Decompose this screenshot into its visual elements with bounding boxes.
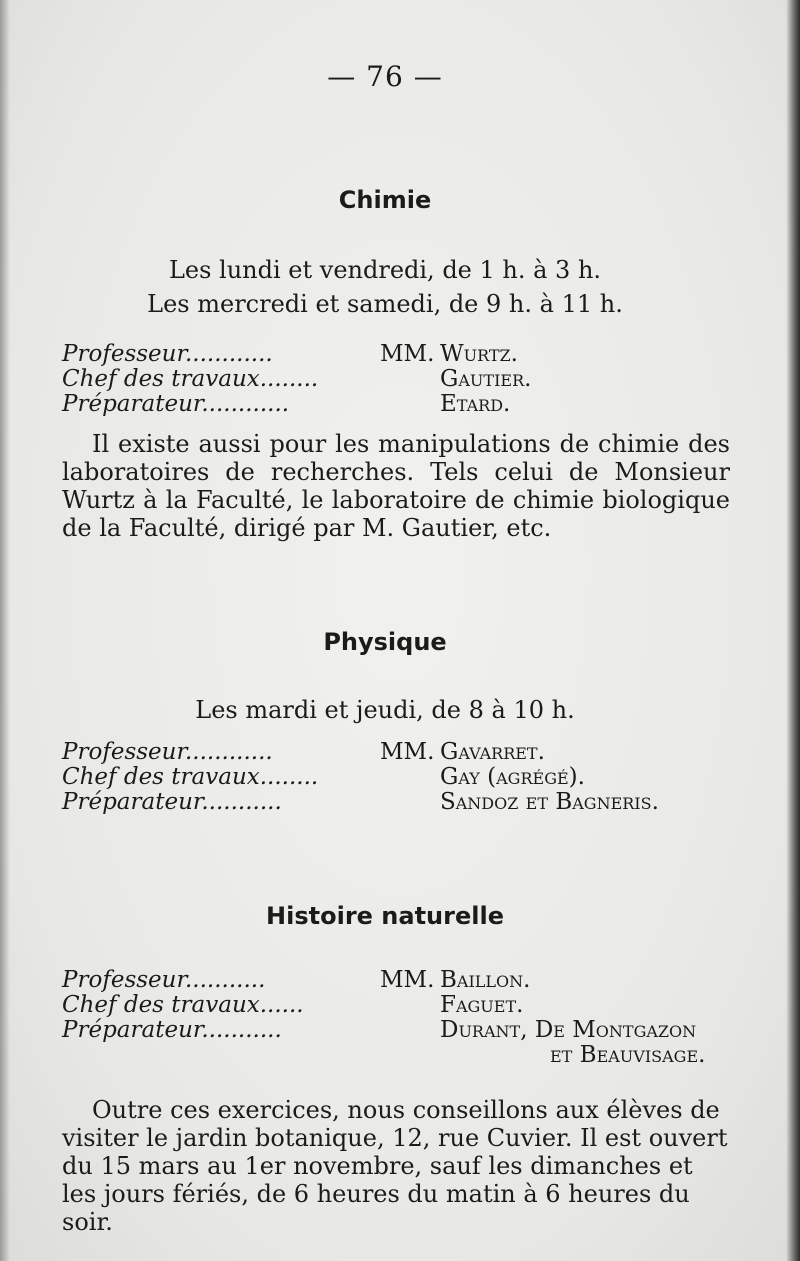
dot-leader: ........... bbox=[184, 967, 266, 993]
dot-leader: ........ bbox=[259, 764, 319, 790]
physique-staff-list bbox=[62, 740, 742, 815]
staff-row bbox=[62, 993, 742, 1018]
staff-role: Professeur bbox=[62, 739, 185, 765]
staff-role: Préparateur bbox=[62, 1017, 202, 1043]
staff-role: Professeur bbox=[62, 967, 185, 993]
staff-row bbox=[62, 392, 742, 417]
section-title-histoire-naturelle: Histoire naturelle bbox=[266, 902, 504, 930]
staff-name: Gay (agrégé). bbox=[440, 764, 585, 790]
staff-row bbox=[62, 367, 742, 392]
dot-leader: ............ bbox=[184, 739, 273, 765]
chimie-schedule-line: Les mercredi et samedi, de 9 h. à 11 h. bbox=[147, 290, 623, 318]
staff-mm: MM. bbox=[380, 967, 435, 993]
staff-name: Wurtz. bbox=[440, 341, 518, 367]
dot-leader: ........... bbox=[201, 789, 282, 815]
chimie-schedule-line: Les lundi et vendredi, de 1 h. à 3 h. bbox=[168, 256, 602, 284]
page-number: — 76 — bbox=[327, 60, 443, 93]
staff-row bbox=[62, 1018, 742, 1043]
staff-row bbox=[62, 790, 742, 815]
staff-row bbox=[62, 765, 742, 790]
histoire-naturelle-staff-list bbox=[62, 968, 742, 1068]
histoire-naturelle-paragraph: Outre ces exercices, nous conseillons aux élèves de visiter le jardin botanique, 12, rue Cuvier. Il est ouvert du 15 mars au 1er novembre, sauf les dimanches et les jours fériés, de 6 heures du matin à 6 heures du soir. bbox=[62, 1096, 728, 1236]
staff-row bbox=[62, 740, 742, 765]
staff-name: Gavarret. bbox=[440, 739, 545, 765]
staff-name: Durant, De Montgazon bbox=[440, 1017, 697, 1043]
staff-role: Préparateur bbox=[62, 391, 202, 417]
dot-leader: ............ bbox=[201, 391, 290, 417]
section-title-physique: Physique bbox=[323, 628, 447, 656]
staff-role: Professeur bbox=[62, 341, 185, 367]
staff-name: Etard. bbox=[440, 391, 511, 417]
dot-leader: ............ bbox=[184, 341, 273, 367]
staff-name-continuation: et Beauvisage. bbox=[550, 1042, 706, 1068]
dot-leader: ...... bbox=[259, 992, 304, 1018]
staff-role: Chef des travaux bbox=[62, 764, 260, 790]
staff-mm: MM. bbox=[380, 739, 435, 765]
staff-name: Gautier. bbox=[440, 366, 532, 392]
staff-role: Préparateur bbox=[62, 789, 202, 815]
staff-row bbox=[62, 968, 742, 993]
section-title-chimie: Chimie bbox=[338, 186, 432, 214]
staff-mm: MM. bbox=[380, 341, 435, 367]
staff-row bbox=[62, 342, 742, 367]
dot-leader: ........ bbox=[259, 366, 319, 392]
staff-role: Chef des travaux bbox=[62, 992, 260, 1018]
physique-schedule-line: Les mardi et jeudi, de 8 à 10 h. bbox=[195, 696, 575, 724]
dot-leader: ........... bbox=[201, 1017, 282, 1043]
chimie-staff-list bbox=[62, 342, 742, 417]
staff-name: Faguet. bbox=[440, 992, 524, 1018]
staff-name: Baillon. bbox=[440, 967, 531, 993]
staff-row bbox=[62, 1043, 742, 1068]
staff-role: Chef des travaux bbox=[62, 366, 260, 392]
chimie-paragraph: Il existe aussi pour les manipulations de chimie des laboratoires de recherches. Tels celui de Monsieur Wurtz à la Faculté, le laboratoire de chimie biologique de la Faculté, dirigé par M. Gautier, etc. bbox=[62, 430, 730, 542]
staff-name: Sandoz et Bagneris. bbox=[440, 789, 659, 815]
